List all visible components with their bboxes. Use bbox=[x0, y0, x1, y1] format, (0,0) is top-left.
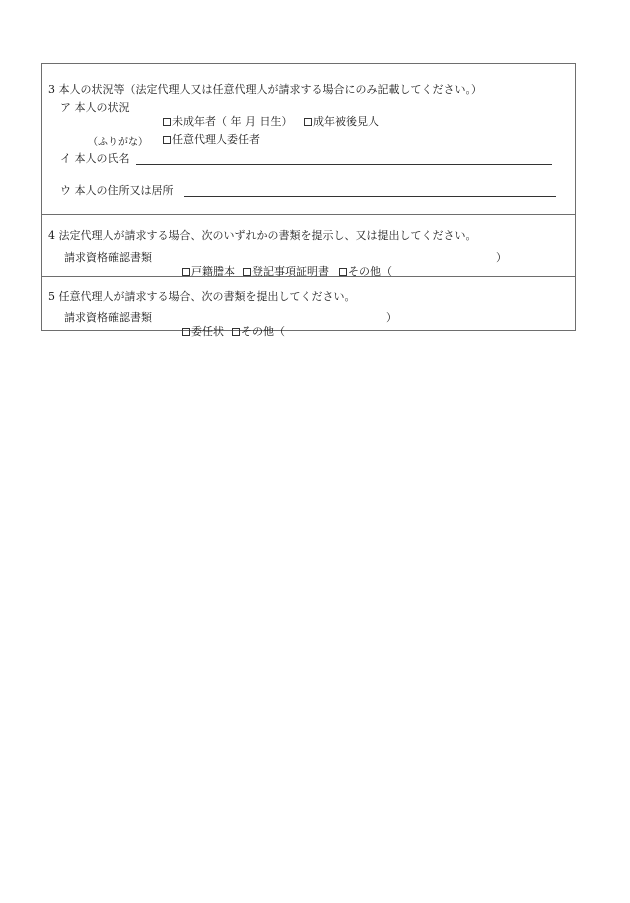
adult-ward-option-label: 成年被後見人 bbox=[312, 115, 379, 128]
power-of-attorney-label: 委任状 bbox=[190, 325, 224, 338]
adult-ward-option[interactable] bbox=[283, 101, 379, 143]
section-5-other-checkbox[interactable] bbox=[232, 328, 240, 336]
section-5-close-paren: ） bbox=[386, 311, 397, 324]
section-4-heading: 4 法定代理人が請求する場合、次のいずれかの書類を提示し、又は提出してください。 bbox=[48, 229, 477, 242]
section-4-doc-label: 請求資格確認書類 bbox=[64, 251, 152, 264]
family-register-checkbox[interactable] bbox=[182, 268, 190, 276]
section-5-voluntary-agent bbox=[42, 276, 575, 338]
trustee-checkbox[interactable] bbox=[163, 136, 171, 144]
name-field[interactable] bbox=[136, 164, 552, 165]
adult-ward-checkbox[interactable] bbox=[304, 118, 312, 126]
name-label: イ 本人の氏名 bbox=[60, 152, 130, 165]
address-field[interactable] bbox=[184, 196, 556, 197]
registry-certificate-label: 登記事項証明書 bbox=[251, 265, 329, 278]
address-label: ウ 本人の住所又は居所 bbox=[60, 184, 174, 197]
furigana-label: （ふりがな） bbox=[88, 137, 148, 148]
trustee-option[interactable] bbox=[142, 119, 260, 161]
status-label: ア 本人の状況 bbox=[60, 101, 130, 114]
request-form-box bbox=[41, 63, 576, 338]
section-5-other-option[interactable] bbox=[211, 311, 285, 353]
section-4-close-paren: ） bbox=[496, 251, 507, 264]
trustee-option-label: 任意代理人委任者 bbox=[171, 133, 260, 146]
section-4-legal-representative bbox=[42, 214, 575, 277]
section-4-other-label: その他（ bbox=[347, 265, 392, 278]
section-4-other-checkbox[interactable] bbox=[339, 268, 347, 276]
section-5-doc-label: 請求資格確認書類 bbox=[64, 311, 152, 324]
section-5-heading: 5 任意代理人が請求する場合、次の書類を提出してください。 bbox=[48, 290, 356, 303]
registry-certificate-checkbox[interactable] bbox=[243, 268, 251, 276]
power-of-attorney-checkbox[interactable] bbox=[182, 328, 190, 336]
section-3-principal-status bbox=[42, 64, 575, 214]
section-5-other-label: その他（ bbox=[240, 325, 285, 338]
minor-option-label: 未成年者（ 年 月 日生） bbox=[171, 115, 293, 128]
section-3-heading: 3 本人の状況等（法定代理人又は任意代理人が請求する場合にのみ記載してください。） bbox=[48, 83, 482, 96]
family-register-label: 戸籍謄本 bbox=[190, 265, 235, 278]
